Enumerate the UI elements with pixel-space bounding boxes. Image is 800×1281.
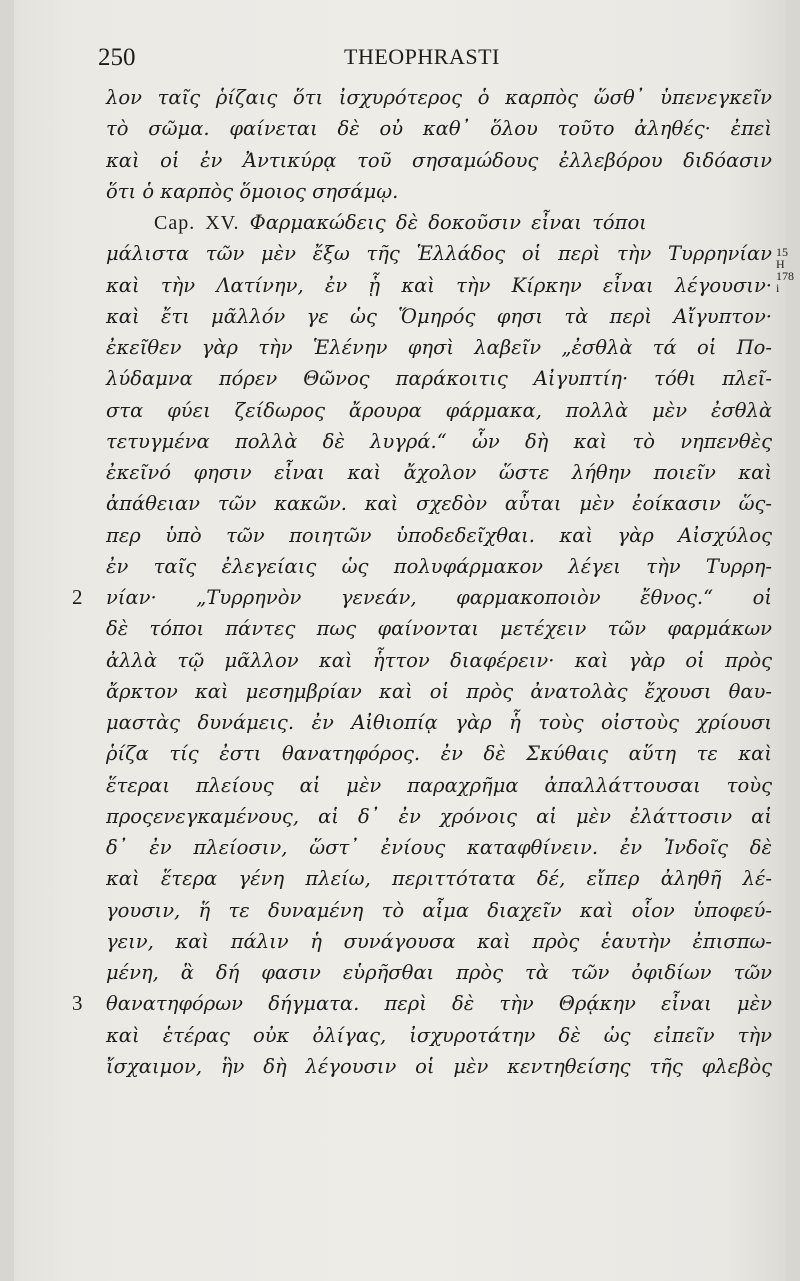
text-line (14, 957, 786, 988)
text-line (14, 551, 786, 582)
section-number: 2 (72, 585, 83, 609)
margin-reference-b: 178 i (776, 269, 794, 295)
line-text: τετυγμένα πολλὰ δὲ λυγρά.“ ὧν δὴ καὶ τὸ νηπενθὲς (106, 429, 772, 453)
line-text: λύδαμνα πόρεν Θῶνος παράκοιτις Αἰγυπτίη· τόθι πλεῖ- (106, 367, 772, 391)
text-line (14, 582, 786, 613)
line-text: νίαν· „Τυρρηνὸν γενεάν, φαρμακοποιὸν ἔθνος.“ οἱ (106, 586, 772, 609)
line-text: προςενεγκαμένους, αἱ δ᾽ ἐν χρόνοις αἱ μὲν ἐλάττοσιν αἱ (106, 804, 772, 828)
chapter-heading: Cap. XV. (154, 212, 240, 234)
text-line (14, 82, 786, 113)
book-page (14, 0, 794, 1281)
text-line (14, 488, 786, 519)
text-line (14, 113, 786, 144)
text-line (14, 1051, 786, 1082)
line-text: περ ὑπὸ τῶν ποιητῶν ὑποδεδεῖχθαι. καὶ γὰρ Αἰσχύλος (106, 523, 772, 547)
line-text: ἄρκτον καὶ μεσημβρίαν καὶ οἱ πρὸς ἀνατολὰς ἔχουσι θαυ- (106, 679, 772, 703)
line-text: ἀπάθειαν τῶν κακῶν. καὶ σχεδὸν αὗται μὲν ἐοίκασιν ὥς- (106, 492, 772, 516)
line-text: καὶ ἔτι μᾶλλόν γε ὡς Ὅμηρός φησι τὰ περὶ Αἴγυπτον· (106, 304, 772, 328)
line-text: δ᾽ ἐν πλείοσιν, ὥστ᾽ ἐνίους καταφθίνειν. ἐν Ἰνδοῖς δὲ (106, 836, 772, 859)
line-text: τὸ σῶμα. φαίνεται δὲ οὐ καθ᾽ ὅλου τοῦτο ἀληθές· ἐπεὶ (106, 117, 772, 141)
line-text: ῥίζα τίς ἐστι θανατηφόρος. ἐν δὲ Σκύθαις αὕτη τε καὶ (106, 742, 772, 766)
text-block (14, 82, 786, 1082)
line-text: ἕτεραι πλείους αἱ μὲν παραχρῆμα ἀπαλλάττουσαι τοὺς (106, 773, 772, 797)
line-text: ἐκεῖνό φησιν εἶναι καὶ ἄχολον ὥστε λήθην ποιεῖν καὶ (106, 461, 772, 484)
text-line (14, 457, 786, 488)
line-text: καὶ οἱ ἐν Ἀντικύρᾳ τοῦ σησαμώδους ἐλλεβόρου διδόασιν (106, 148, 772, 172)
text-line (14, 613, 786, 644)
text-line (14, 832, 786, 863)
line-text: καὶ τὴν Λατίνην, ἐν ᾗ καὶ τὴν Κίρκην εἶναι λέγουσιν· (106, 273, 772, 297)
line-text: λον ταῖς ῥίζαις ὅτι ἰσχυρότερος ὁ καρπὸς ὥσθ᾽ ὑπενεγκεῖν (106, 86, 772, 109)
line-text: ἐκεῖθεν γὰρ τὴν Ἑλένην φησὶ λαβεῖν „ἐσθλὰ τά οἱ Πο- (106, 336, 772, 359)
text-line (14, 863, 786, 894)
line-text: γειν, καὶ πάλιν ἡ συνάγουσα καὶ πρὸς ἑαυτὴν ἐπισπω- (106, 929, 772, 953)
text-line (14, 332, 786, 363)
text-line (14, 645, 786, 676)
line-text: θανατηφόρων δήγματα. περὶ δὲ τὴν Θρᾴκην εἶναι μὲν (106, 992, 772, 1016)
text-line (14, 1020, 786, 1051)
text-line (14, 301, 786, 332)
line-text (154, 207, 772, 239)
line-text: δὲ τόποι πάντες πως φαίνονται μετέχειν τῶν φαρμάκων (106, 617, 772, 641)
line-text: καὶ ἕτερα γένη πλείω, περιττότατα δέ, εἴπερ ἀληθῆ λέ- (106, 867, 772, 891)
line-text: ἀλλὰ τῷ μᾶλλον καὶ ἧττον διαφέρειν· καὶ γὰρ οἱ πρὸς (106, 648, 772, 672)
line-text: στα φύει ζείδωρος ἄρουρα φάρμακα, πολλὰ μὲν ἐσθλὰ (106, 398, 772, 422)
text-line (14, 520, 786, 551)
line-text: μάλιστα τῶν μὲν ἔξω τῆς Ἑλλάδος οἱ περὶ τὴν Τυρρηνίαν (106, 242, 772, 266)
line-text: μένη, ἃ δή φασιν εὑρῆσθαι πρὸς τὰ τῶν ὀφιδίων τῶν (106, 961, 772, 984)
text-line (14, 426, 786, 457)
text-line (14, 988, 786, 1019)
page-header (14, 40, 786, 76)
text-line (14, 926, 786, 957)
line-text: καὶ ἑτέρας οὐκ ὀλίγας, ἰσχυροτάτην δὲ ὡς εἰπεῖν τὴν (106, 1023, 772, 1047)
text-line (14, 801, 786, 832)
text-line (14, 176, 786, 207)
line-text: ὅτι ὁ καρπὸς ὅμοιος σησάμῳ. (106, 179, 399, 203)
text-line (14, 395, 786, 426)
line-text: γουσιν, ἥ τε δυναμένη τὸ αἷμα διαχεῖν καὶ οἷον ὑποφεύ- (106, 898, 772, 922)
text-line (14, 738, 786, 769)
margin-reference-a: 15 H (776, 245, 788, 271)
text-line (14, 363, 786, 394)
text-line (14, 238, 786, 269)
text-line (14, 676, 786, 707)
text-line (14, 145, 786, 176)
text-line (14, 895, 786, 926)
line-body: Φαρμακώδεις δὲ δοκοῦσιν εἶναι τόποι (249, 211, 647, 234)
line-text: μαστὰς δυνάμεις. ἐν Αἰθιοπίᾳ γὰρ ἧ τοὺς οἰστοὺς χρίουσι (106, 711, 772, 734)
line-text: ἴσχαιμον, ἣν δὴ λέγουσιν οἱ μὲν κεντηθείσης τῆς φλεβὸς (106, 1054, 772, 1078)
line-text: ἐν ταῖς ἐλεγείαις ὡς πολυφάρμακον λέγει τὴν Τυρρη- (106, 554, 772, 578)
text-line (14, 707, 786, 738)
text-line (14, 270, 786, 301)
text-line (14, 207, 786, 238)
running-head: THEOPHRASTI (344, 44, 500, 69)
page-number: 250 (98, 44, 136, 71)
section-number: 3 (72, 991, 83, 1016)
text-line (14, 770, 786, 801)
